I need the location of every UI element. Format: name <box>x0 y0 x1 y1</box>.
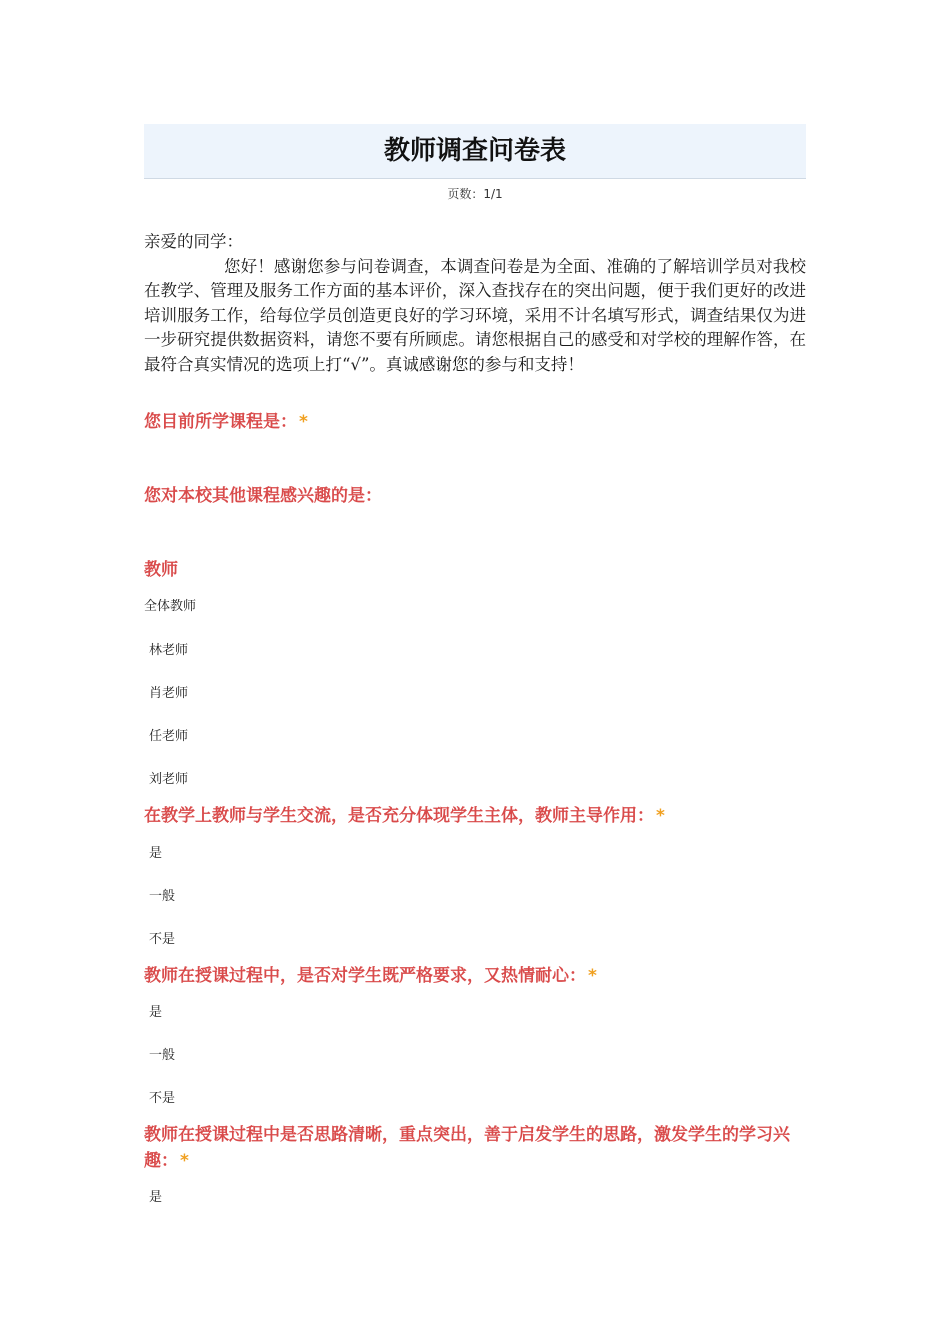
intro-body: 您好！感谢您参与问卷调查，本调查问卷是为全面、准确的了解培训学员对我校在教学、管理及服务工作方面的基本评价，深入查找存在的突出问题，便于我们更好的改进培训服务工作，给每位学员创造更良好的学习环境，采用不计名填写形式，调查结果仅为进一步研究提供数据资料，请您不要有所顾虑。请您根据自己的感受和对学校的理解作答，在最符合真实情况的选项上打“√”。真诚感谢您的参与和支持！ <box>144 256 806 374</box>
intro-text <box>144 230 806 377</box>
option-average[interactable]: 一般 <box>149 889 176 904</box>
page-count: 页数：1/1 <box>447 187 503 201</box>
option-yes[interactable]: 是 <box>149 1190 163 1205</box>
question-current-course <box>144 409 806 435</box>
required-mark: * <box>180 1151 189 1171</box>
page-title: 教师调查问卷表 <box>144 124 806 179</box>
option-teacher-lin[interactable]: 林老师 <box>149 643 189 658</box>
required-mark: * <box>299 412 308 432</box>
option-yes[interactable]: 是 <box>149 1005 163 1020</box>
question-clear-thinking <box>144 1122 806 1174</box>
question-text: 教师在授课过程中是否思路清晰，重点突出，善于启发学生的思路，激发学生的学习兴趣： <box>144 1125 790 1171</box>
question-strict-patient <box>144 963 806 989</box>
intro-greeting: 亲爱的同学： <box>144 232 243 251</box>
question-student-interaction <box>144 803 806 829</box>
option-average[interactable]: 一般 <box>149 1048 176 1063</box>
question-text: 您目前所学课程是： <box>144 412 297 432</box>
option-teacher-xiao[interactable]: 肖老师 <box>149 686 189 701</box>
required-mark: * <box>656 806 665 826</box>
question-text: 教师 <box>144 560 178 580</box>
question-text: 在教学上教师与学生交流，是否充分体现学生主体，教师主导作用： <box>144 806 654 826</box>
question-text: 教师在授课过程中，是否对学生既严格要求，又热情耐心： <box>144 966 586 986</box>
option-yes[interactable]: 是 <box>149 846 163 861</box>
option-teacher-ren[interactable]: 任老师 <box>149 729 189 744</box>
required-mark: * <box>588 966 597 986</box>
option-all-teachers[interactable]: 全体教师 <box>144 599 197 614</box>
option-teacher-liu[interactable]: 刘老师 <box>149 772 189 787</box>
question-other-courses <box>144 483 806 509</box>
option-no[interactable]: 不是 <box>149 932 176 947</box>
question-text: 您对本校其他课程感兴趣的是： <box>144 486 382 506</box>
question-teacher <box>144 557 806 583</box>
option-no[interactable]: 不是 <box>149 1091 176 1106</box>
